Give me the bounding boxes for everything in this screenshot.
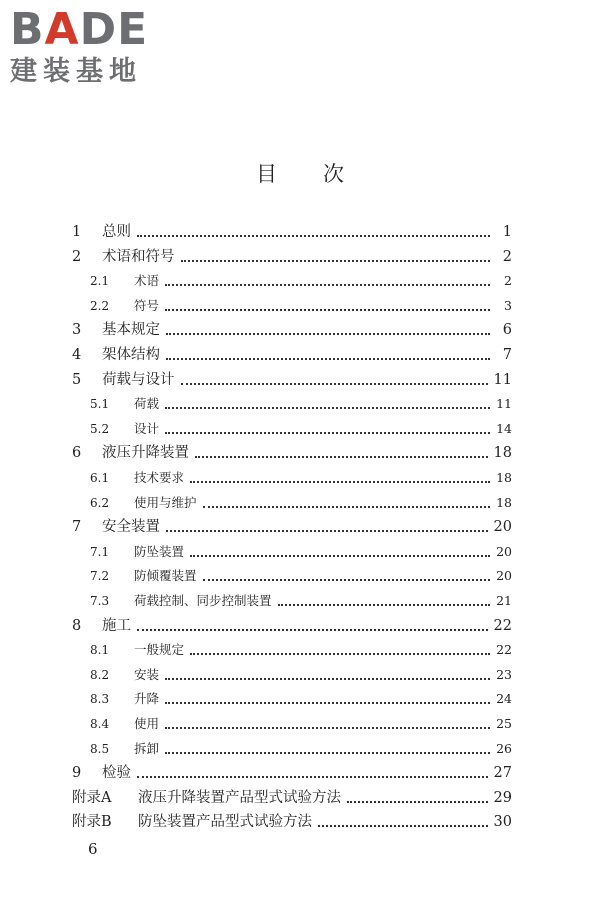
toc-entry-page: 18 <box>493 445 512 462</box>
toc-entry-label: 防坠装置产品型式试验方法 <box>138 814 312 831</box>
toc-entry-number: 2.1 <box>90 274 110 289</box>
toc-entry-label: 荷载 <box>134 396 160 412</box>
toc-entry-page: 7 <box>502 347 512 363</box>
toc-entry[interactable] <box>72 761 512 785</box>
bade-logo <box>10 6 180 92</box>
toc-entry-number: 6 <box>72 445 82 462</box>
toc-entry-page: 18 <box>496 494 512 510</box>
toc-entry[interactable] <box>72 810 512 834</box>
toc-entry-page: 21 <box>496 593 512 608</box>
page-number: 6 <box>88 840 98 858</box>
toc-entry-label: 架体结构 <box>102 347 160 363</box>
toc-dot-leader <box>278 604 490 606</box>
toc-entry-number: 1 <box>72 224 82 240</box>
toc-entry[interactable] <box>72 220 512 244</box>
toc-entry[interactable] <box>90 589 512 613</box>
toc-entry-number: 3 <box>72 322 82 339</box>
toc-entry[interactable] <box>90 417 512 441</box>
toc-entry-number: 8.2 <box>90 667 110 682</box>
toc-entry-page: 18 <box>496 470 512 485</box>
toc-dot-leader <box>165 432 490 434</box>
toc-entry[interactable] <box>90 687 512 711</box>
toc-entry[interactable] <box>90 712 512 736</box>
toc-entry[interactable] <box>72 614 512 638</box>
toc-entry-label: 荷载与设计 <box>102 371 175 388</box>
toc-entry-page: 27 <box>493 765 512 782</box>
toc-dot-leader <box>165 727 490 729</box>
toc-entry-label: 液压升降装置 <box>102 445 189 462</box>
toc-entry[interactable] <box>90 540 512 564</box>
toc-entry[interactable] <box>72 515 512 539</box>
toc-entry[interactable] <box>72 318 512 342</box>
toc-entry[interactable] <box>90 638 512 662</box>
toc-dot-leader <box>166 358 490 360</box>
toc-entry-page: 22 <box>493 617 512 634</box>
toc-entry[interactable] <box>90 663 512 687</box>
toc-dot-leader <box>347 801 488 803</box>
toc-entry-label: 术语 <box>134 273 160 289</box>
toc-dot-leader <box>137 235 490 237</box>
toc-entry[interactable] <box>72 368 512 392</box>
toc-dot-leader <box>165 309 490 311</box>
toc-entry-number: 7 <box>72 519 82 536</box>
toc-entry-label: 基本规定 <box>102 322 160 339</box>
toc-entry-label: 荷载控制、同步控制装置 <box>134 593 272 608</box>
toc-entry-label: 安全装置 <box>102 519 160 536</box>
toc-entry-number: 5 <box>72 371 82 388</box>
toc-entry[interactable] <box>90 491 512 515</box>
toc-entry-number: 7.3 <box>90 594 110 608</box>
toc-entry-page: 2 <box>504 273 512 289</box>
page-title: 目次 <box>256 162 390 186</box>
toc-entry-number: 4 <box>72 347 82 363</box>
toc-dot-leader <box>165 702 490 704</box>
toc-entry-page: 20 <box>493 519 512 536</box>
toc-entry-page: 24 <box>496 691 512 707</box>
toc-entry-label: 液压升降装置产品型式试验方法 <box>138 789 341 806</box>
toc-entry[interactable] <box>90 564 512 588</box>
toc-dot-leader <box>318 825 488 827</box>
toc-entry[interactable] <box>72 245 512 269</box>
toc-entry[interactable] <box>72 441 512 465</box>
toc-entry-number: 8.1 <box>90 643 110 658</box>
toc-entry[interactable] <box>90 392 512 416</box>
toc-entry[interactable] <box>90 737 512 761</box>
toc-entry-number: 2.2 <box>90 298 110 313</box>
toc-entry-number: 6.1 <box>90 471 110 485</box>
toc-entry-label: 防倾覆装置 <box>134 568 197 584</box>
toc-dot-leader <box>165 407 490 409</box>
toc-entry-number: 附录B <box>72 814 112 831</box>
toc-dot-leader <box>190 653 490 655</box>
toc-entry-page: 26 <box>496 740 512 756</box>
toc-dot-leader <box>166 333 490 335</box>
toc-dot-leader <box>166 530 488 532</box>
toc-entry-number: 9 <box>72 765 82 782</box>
toc-entry-page: 14 <box>496 420 512 436</box>
toc-entry-label: 拆卸 <box>134 740 160 756</box>
toc-entry-number: 7.1 <box>90 544 110 559</box>
toc-entry-number: 8.4 <box>90 717 110 731</box>
toc-entry-page: 30 <box>493 814 512 831</box>
toc-entry-label: 术语和符号 <box>102 248 175 265</box>
toc-entry-page: 25 <box>496 716 512 731</box>
toc-entry-page: 20 <box>496 568 512 584</box>
toc-entry[interactable] <box>90 269 512 293</box>
logo-subtitle: 建装基地 <box>10 56 142 87</box>
toc-entry[interactable] <box>90 294 512 318</box>
toc-entry-number: 8.5 <box>90 741 110 756</box>
toc-entry[interactable] <box>72 343 512 367</box>
toc-entry-page: 1 <box>502 224 512 240</box>
toc-entry-label: 安装 <box>134 666 160 682</box>
toc-entry-page: 2 <box>502 248 512 265</box>
toc-entry-number: 2 <box>72 248 82 265</box>
toc-entry-page: 11 <box>493 371 512 388</box>
logo-wordmark: BADE <box>10 4 149 55</box>
toc-entry-label: 使用 <box>134 716 160 731</box>
toc-entry-number: 8 <box>72 617 82 634</box>
toc-entry-page: 3 <box>504 297 512 313</box>
toc-entry[interactable] <box>90 466 512 490</box>
toc-entry-number: 5.2 <box>90 421 110 436</box>
toc-entry-label: 使用与维护 <box>134 494 197 510</box>
toc-dot-leader <box>165 752 490 754</box>
toc-entry-label: 升降 <box>134 691 160 707</box>
toc-dot-leader <box>190 481 490 483</box>
toc-dot-leader <box>203 579 490 581</box>
toc-entry-label: 一般规定 <box>134 642 185 658</box>
toc-entry-label: 符号 <box>134 297 160 313</box>
toc-entry-label: 技术要求 <box>134 470 185 485</box>
toc-entry-label: 设计 <box>134 420 160 436</box>
toc-dot-leader <box>137 629 488 631</box>
toc-entry-page: 22 <box>496 642 512 658</box>
toc-entry-label: 施工 <box>102 617 131 634</box>
toc-entry-page: 20 <box>496 543 512 559</box>
toc-entry-page: 29 <box>493 789 512 806</box>
toc-dot-leader <box>203 506 490 508</box>
toc-dot-leader <box>137 776 488 778</box>
toc-entry-page: 11 <box>496 396 512 412</box>
toc-dot-leader <box>181 260 491 262</box>
toc-entry-page: 23 <box>496 666 512 682</box>
toc-entry-number: 5.1 <box>90 397 110 412</box>
toc-dot-leader <box>165 284 490 286</box>
toc-dot-leader <box>181 383 488 385</box>
toc-dot-leader <box>165 678 490 680</box>
toc-entry-label: 防坠装置 <box>134 543 185 559</box>
toc-entry-number: 附录A <box>72 789 112 806</box>
toc-entry-label: 总则 <box>102 224 131 240</box>
toc-entry[interactable] <box>72 786 512 810</box>
toc-entry-number: 6.2 <box>90 495 110 510</box>
toc-dot-leader <box>190 555 490 557</box>
toc-dot-leader <box>195 456 488 458</box>
toc-entry-number: 7.2 <box>90 569 110 584</box>
toc-entry-label: 检验 <box>102 765 131 782</box>
toc-entry-page: 6 <box>502 322 512 339</box>
toc-entry-number: 8.3 <box>90 692 110 707</box>
